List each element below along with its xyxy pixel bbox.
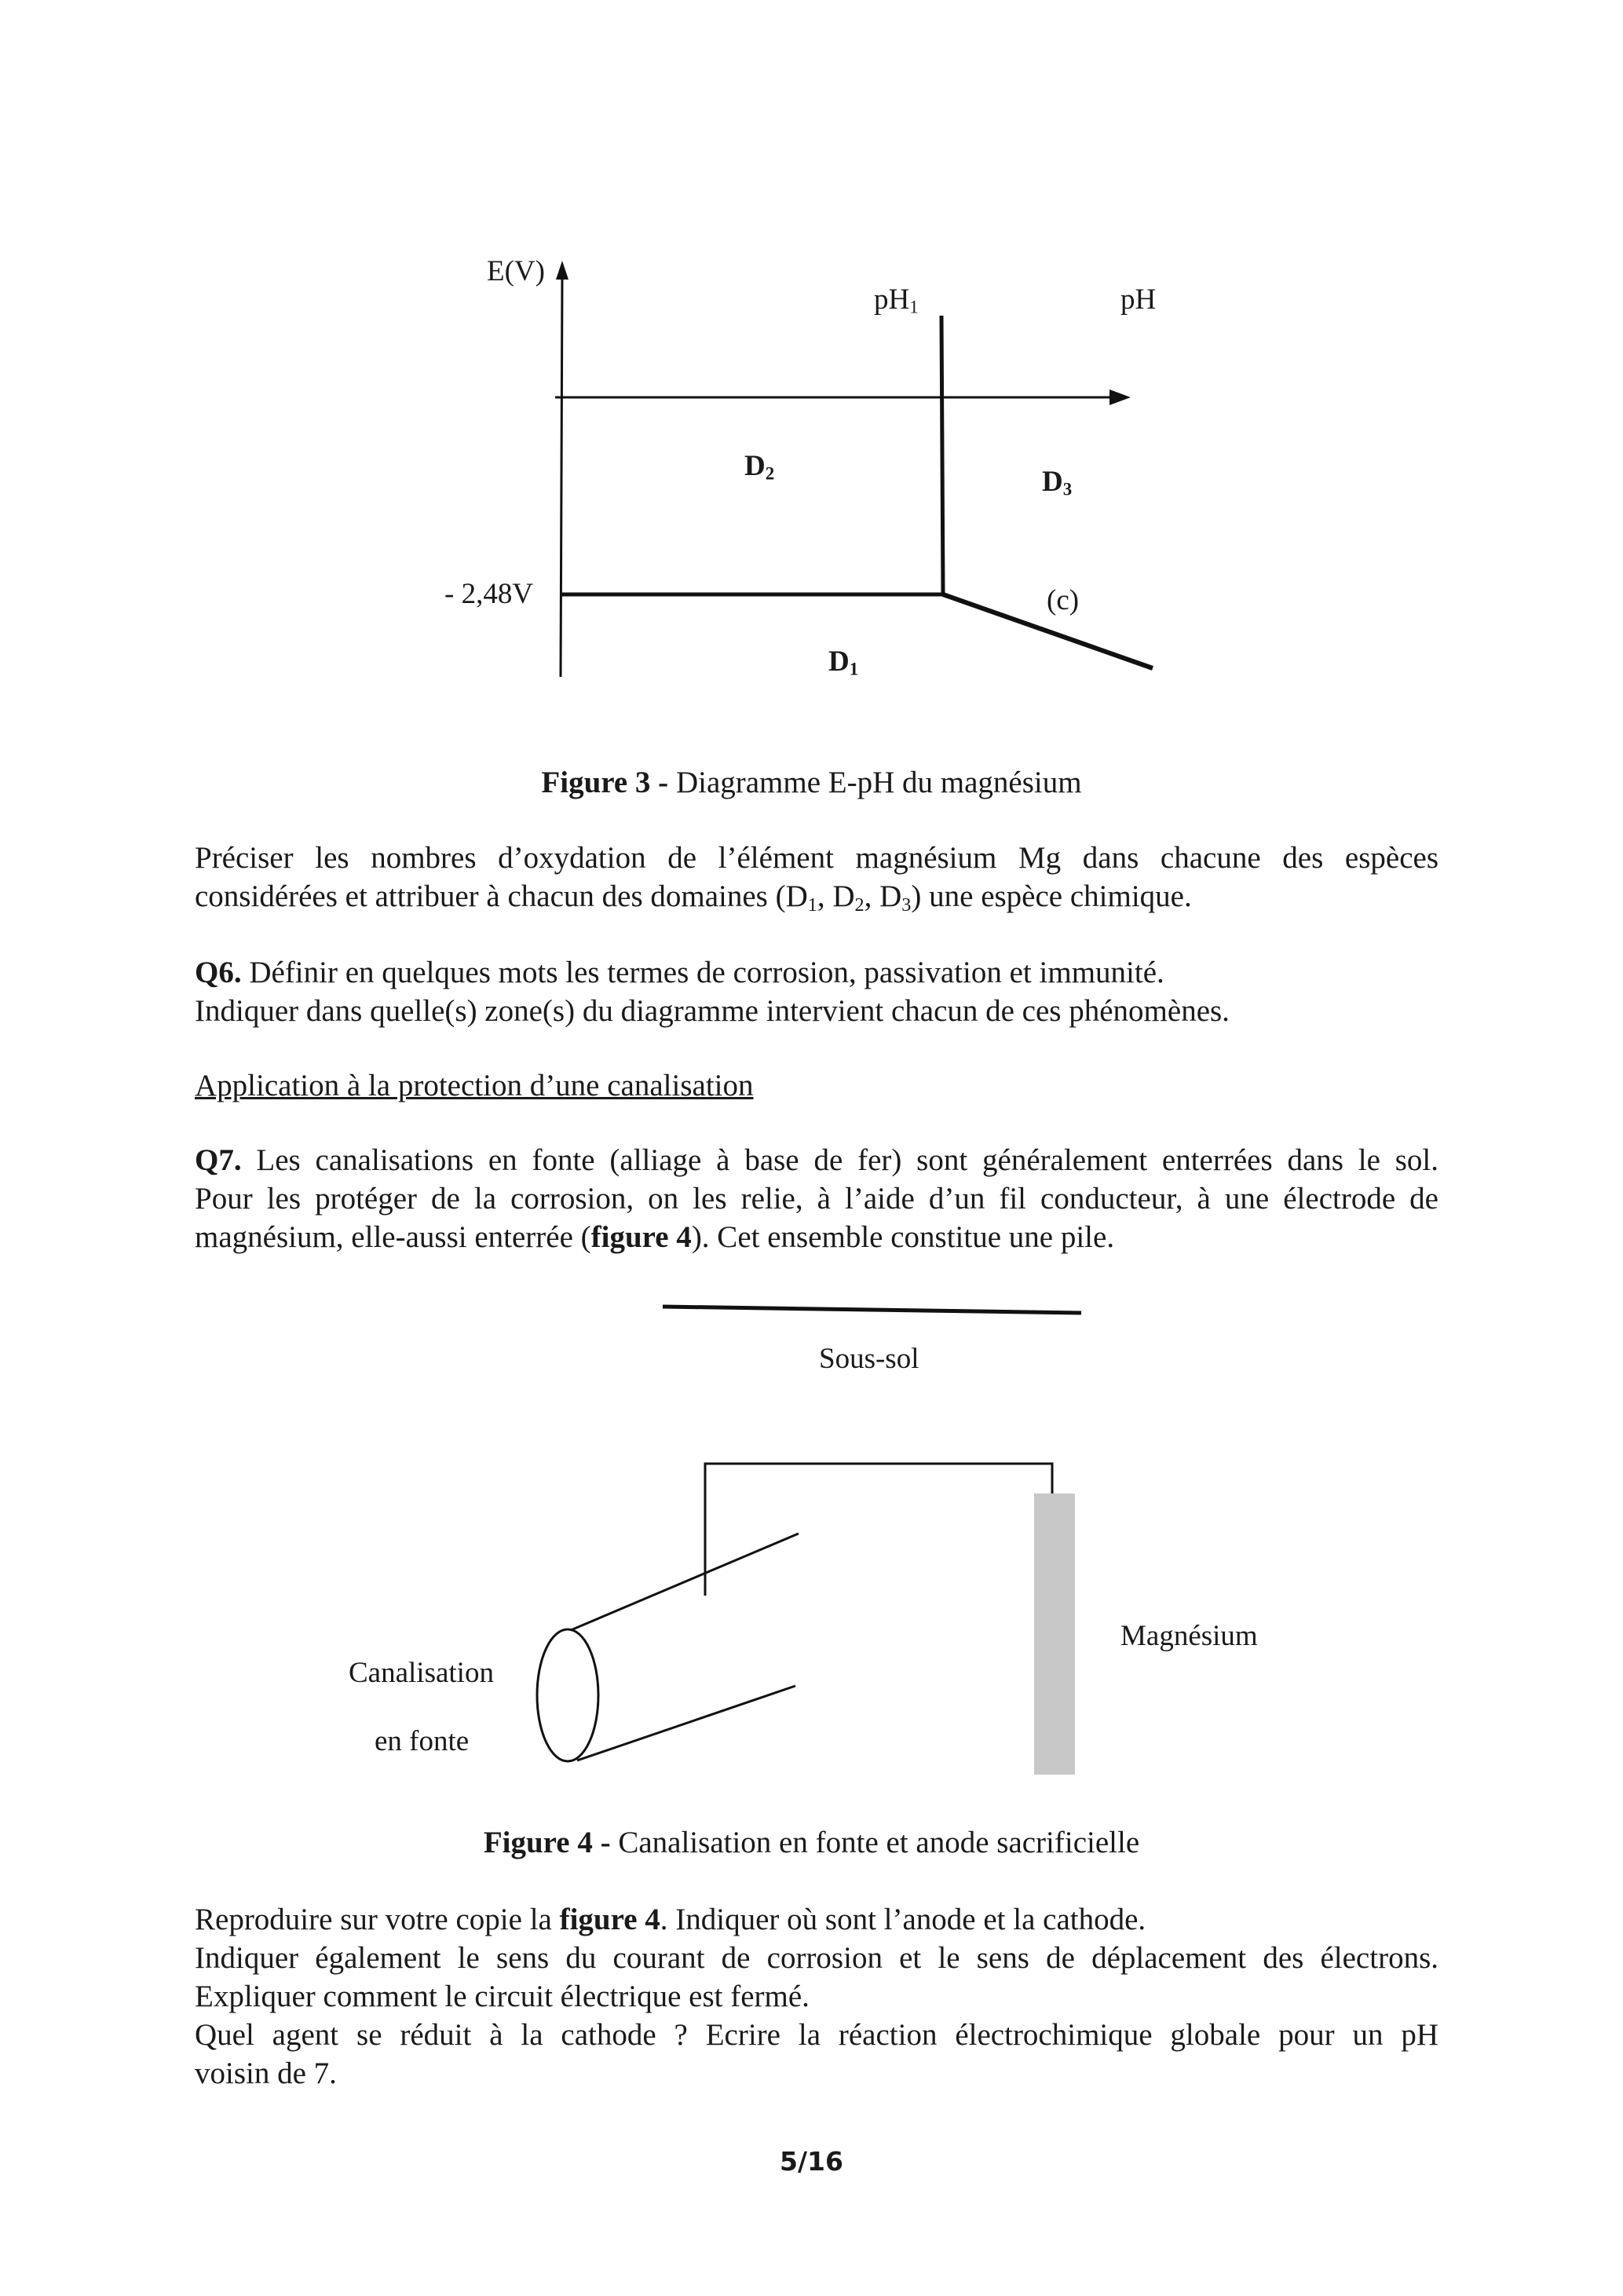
line-c-label: (c) [1047,584,1080,616]
pipe-end [537,1629,598,1761]
question-q7 [195,1141,1438,1256]
text-line: Q6. Définir en quelques mots les termes de corrosion, passivation et immunité. [195,956,1164,989]
domain-d1: $D_1$ [828,645,859,679]
ground-label: Sous-sol [819,1343,919,1375]
final-questions [195,1900,1438,2093]
text-line: Indiquer dans quelle(s) zone(s) du diagramme intervient chacun de ces phénomènes. [195,994,1230,1028]
figure4-caption: Figure 4 - Canalisation en fonte et anode sacrificielle [483,1826,1140,1859]
ph-axis-arrow-icon [1109,389,1131,405]
text-line: voisin de 7. [195,2057,337,2090]
text-line: Q7. Les canalisations en fonte (alliage à base de fer) sont généralement enterrées dans le sol. [195,1143,1438,1177]
e-axis-label: E(V) [487,255,545,287]
text-line: Indiquer également le sens du courant de corrosion et le sens de déplacement des électrons. [195,1941,1438,1975]
oxidation-question [195,839,1438,916]
e-axis-arrow-icon [556,261,568,280]
text-line: considérées et attribuer à chacun des domaines ($D_1$, $D_2$, $D_3$) une espèce chimique. [195,879,1192,916]
text-line: Préciser les nombres d’oxydation de l’élément magnésium Mg dans chacune des espèces [195,841,1438,875]
page-number: 5/16 [780,2146,843,2177]
conductor-wire [705,1464,1052,1596]
pipe-bottom-edge [577,1686,795,1760]
magnesium-electrode [1034,1493,1075,1775]
electrode-label: Magnésium [1120,1620,1258,1652]
ph1-label: $pH_1$ [874,283,919,317]
text-line: Reproduire sur votre copie la figure 4. Indiquer où sont l’anode et la cathode. [195,1903,1146,1936]
text-line: Quel agent se réduit à la cathode ? Ecrire la réaction électrochimique globale pour un pH [195,2018,1438,2052]
question-q6 [195,953,1438,1030]
pipe-top-edge [571,1534,799,1630]
figure3-caption: Figure 3 - Diagramme E-pH du magnésium [541,766,1082,799]
ph-axis-label: pH [1120,283,1157,316]
ground-line [663,1307,1081,1313]
domain-d2: $D_2$ [744,450,775,484]
ph1-boundary [941,316,943,594]
text-line: Pour les protéger de la corrosion, on les relie, à l’aide d’un fil conducteur, à une électrode de [195,1182,1438,1216]
pipe-label-1: Canalisation [349,1657,494,1689]
text-line: Expliquer comment le circuit électrique est fermé. [195,1980,810,2013]
text-line: magnésium, elle-aussi enterrée (figure 4). Cet ensemble constitue une pile. [195,1220,1115,1254]
pipe-label-2: en fonte [375,1725,470,1757]
figure4-diagram [537,1307,1081,1761]
e-axis [561,276,562,677]
potential-label: - 2,48V [444,578,534,610]
domain-d3: $D_3$ [1042,466,1073,499]
section-heading: Application à la protection d’une canalisation [195,1069,754,1102]
